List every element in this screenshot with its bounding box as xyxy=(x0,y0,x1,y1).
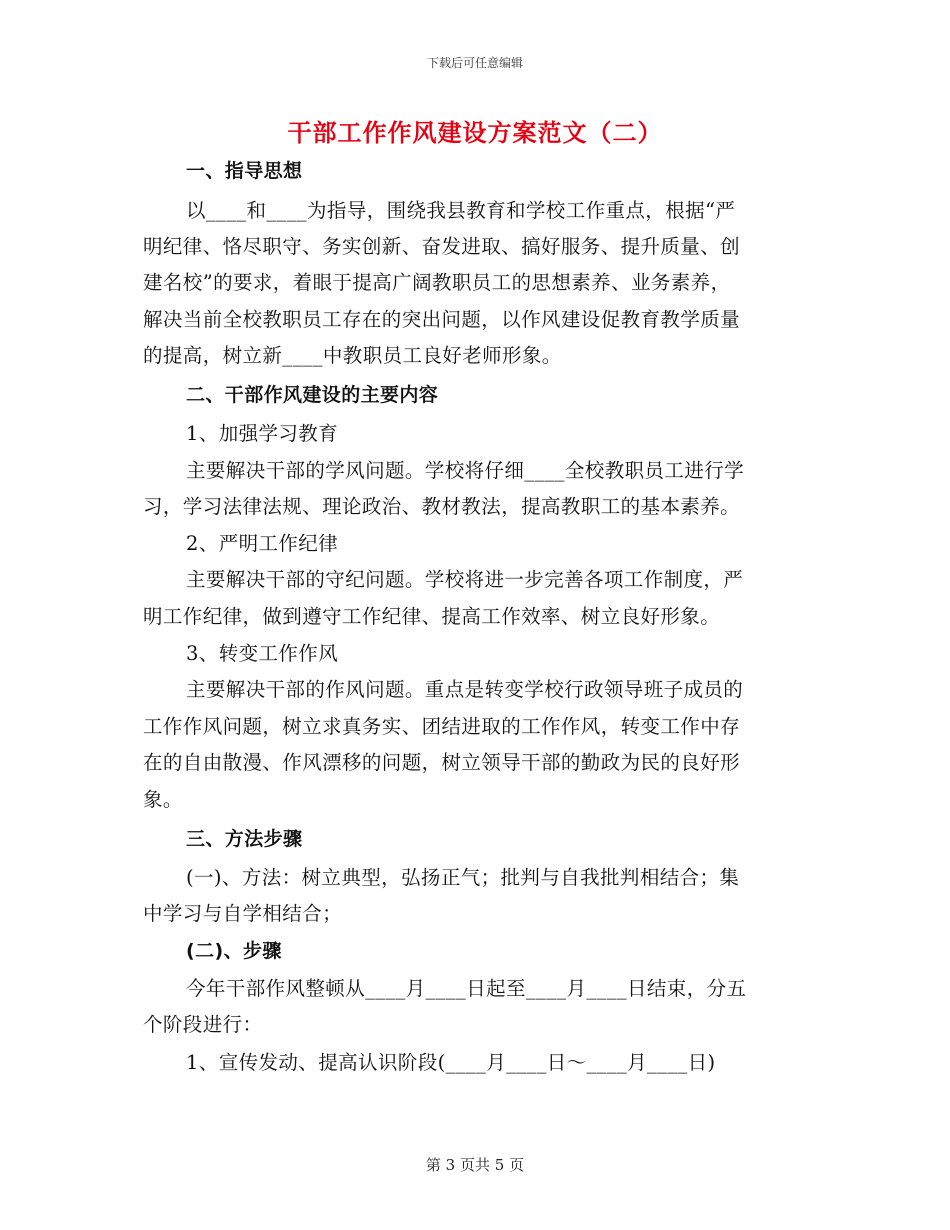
page-footer: 第 3 页共 5 页 xyxy=(425,1156,525,1174)
paragraph-line: 建名校”的要求，着眼于提高广阔教职员工的思想素养、业务素养， xyxy=(143,271,731,294)
paragraph-line: 中学习与自学相结合； xyxy=(143,902,343,925)
subheading: 2、严明工作纪律 xyxy=(186,532,339,555)
paragraph-line: 今年干部作风整顿从____月____日起至____月____日结束，分五 xyxy=(186,977,747,1000)
paragraph-line: (一)、方法：树立典型，弘扬正气；批判与自我批判相结合；集 xyxy=(186,866,740,889)
paragraph-line: 工作作风问题，树立求真务实、团结进取的工作作风，转变工作中存 xyxy=(143,715,741,738)
subheading-steps: (二)、步骤 xyxy=(186,940,282,962)
section-heading-1: 一、指导思想 xyxy=(186,160,303,182)
paragraph-line: 主要解决干部的守纪问题。学校将进一步完善各项工作制度，严 xyxy=(186,568,744,591)
document-title: 干部工作作风建设方案范文（二） xyxy=(287,119,663,147)
paragraph-line: 主要解决干部的学风问题。学校将仔细____全校教职员工进行学 xyxy=(186,459,745,482)
paragraph-line: 象。 xyxy=(143,788,183,811)
section-heading-2: 二、干部作风建设的主要内容 xyxy=(186,384,439,406)
paragraph-line: 在的自由散漫、作风漂移的问题，树立领导干部的勤政为民的良好形 xyxy=(143,751,741,774)
section-heading-3: 三、方法步骤 xyxy=(186,828,303,850)
paragraph-line: 1、宣传发动、提高认识阶段(____月____日～____月____日) xyxy=(186,1051,716,1074)
paragraph-line: 习，学习法律法规、理论政治、教材教法，提高教职工的基本素养。 xyxy=(143,495,741,518)
paragraph-line: 主要解决干部的作风问题。重点是转变学校行政领导班子成员的 xyxy=(186,678,744,701)
paragraph-line: 明工作纪律，做到遵守工作纪律、提高工作效率、树立良好形象。 xyxy=(143,605,721,628)
paragraph-line: 的提高，树立新____中教职员工良好老师形象。 xyxy=(143,344,562,367)
paragraph-line: 以____和____为指导，围绕我县教育和学校工作重点，根据“严 xyxy=(186,199,736,222)
paragraph-line: 解决当前全校教职员工存在的突出问题，以作风建设促教育教学质量 xyxy=(143,308,741,331)
subheading: 1、加强学习教育 xyxy=(186,422,339,445)
paragraph-line: 明纪律、恪尽职守、务实创新、奋发进取、搞好服务、提升质量、创 xyxy=(143,235,741,258)
paragraph-line: 个阶段进行： xyxy=(143,1013,263,1036)
header-note: 下载后可任意编辑 xyxy=(426,56,523,70)
subheading: 3、转变工作作风 xyxy=(186,642,339,665)
